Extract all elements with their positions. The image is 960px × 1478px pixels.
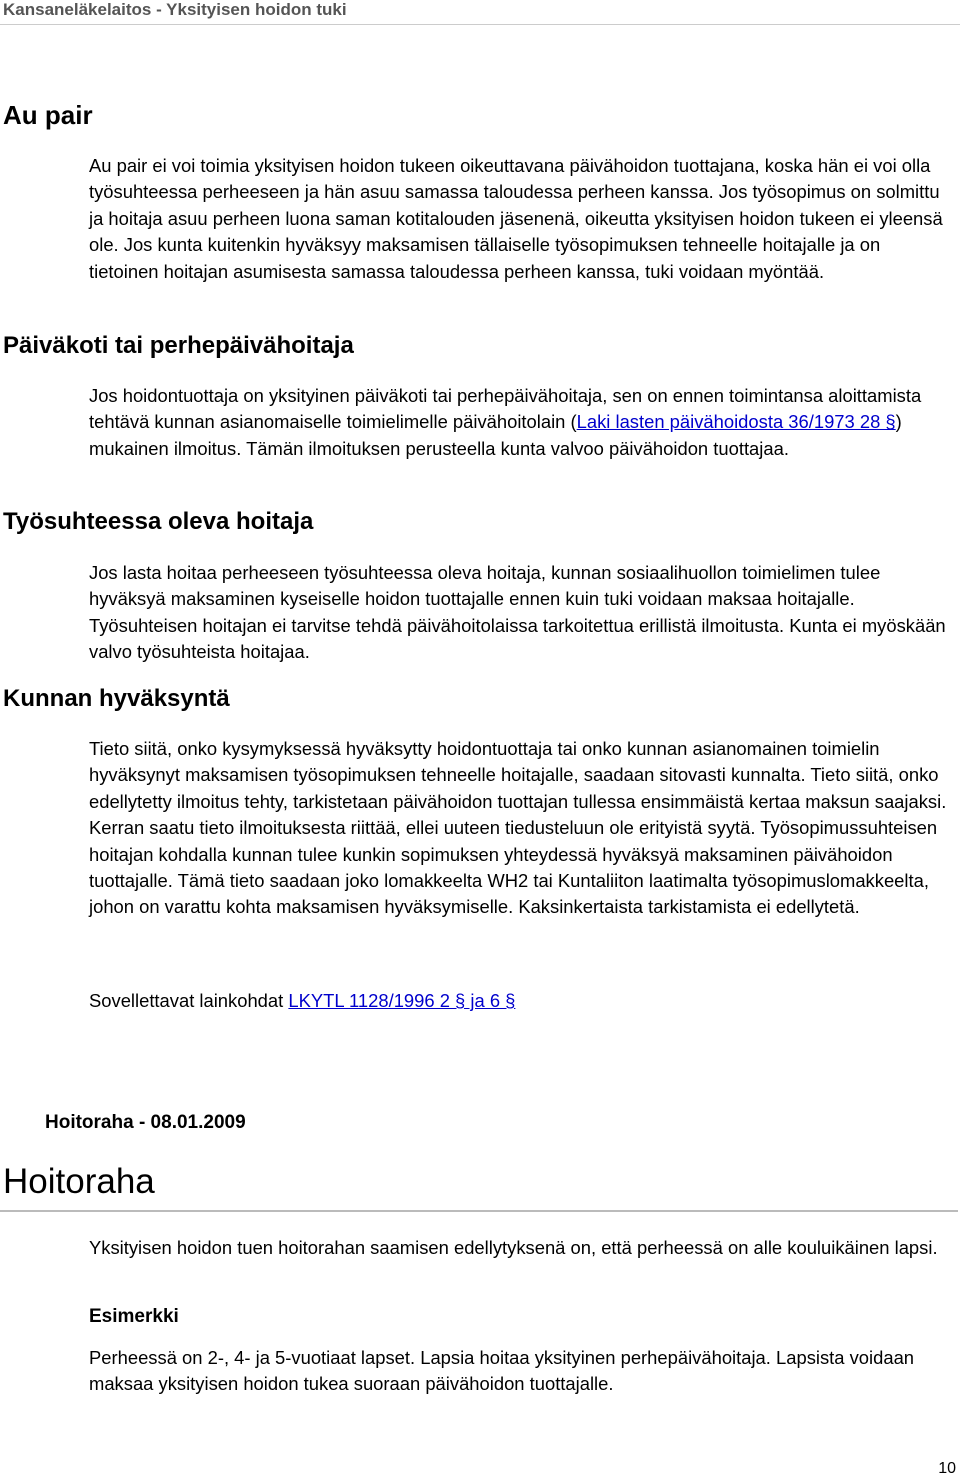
heading-tyosuhteessa: Työsuhteessa oleva hoitaja — [3, 508, 314, 535]
paragraph-paivakoti-text-end: ) mukainen ilmoitus. Tämän ilmoituksen perusteella kunta valvoo päivähoidon tuottajaa. — [89, 411, 902, 459]
paragraph-tyosuhteessa: Jos lasta hoitaa perheeseen työsuhteessa oleva hoitaja, kunnan sosiaalihuollon toimielimen tulee hyväksyä maksaminen kyseiselle hoidon tuottajalle ennen kuin tuki voidaan maksaa hoitajalle. Työsuhteisen hoitajan ei tarvitse tehdä päivähoitolaissa tarkoitettua erillistä ilmoitusta. Kunta ei myöskään valvo työsuhteista hoitajaa. — [89, 562, 946, 663]
page-number: 10 — [938, 1460, 956, 1477]
heading-paivakoti: Päiväkoti tai perhepäivähoitaja — [3, 332, 354, 359]
paragraph-kunnan-hyvaksynta: Tieto siitä, onko kysymyksessä hyväksytty hoidontuottaja tai onko kunnan asianomainen toimielin hyväksynyt maksamisen työsopimuksen tehneelle hoitajalle, saadaan sitovasti kunnalta. Tieto siitä, onko edellytetty ilmoitus tehty, tarkistetaan päivähoidon tuottajan tullessa ensimmäistä kertaa maksun saajaksi. Kerran saatu tieto ilmoituksesta riittää, ellei uuteen tiedusteluun ole erityistä syytä. Työsopimussuhteisen hoitajan kohdalla kunnan tulee kunkin sopimuksen yhteydessä hyväksyä maksaminen päivähoidon tuottajalle. Tämä tieto saadaan joko lomakkeelta WH2 tai Kuntaliiton laatimalta työsopimuslomakkeelta, johon on varattu kohta maksamisen hyväksymiselle. Kaksinkertaista tarkistamista ei edellytetä. — [89, 738, 947, 918]
header-divider — [0, 24, 960, 25]
paragraph-paivakoti-text-start: Jos hoidontuottaja on yksityinen päiväkoti tai perhepäivähoitaja, sen on ennen toimintansa aloittamista tehtävä kunnan asianomaiselle toimielimelle päivähoitolain ( — [89, 385, 922, 433]
applicable-provisions — [89, 988, 949, 1014]
heading-au-pair: Au pair — [3, 100, 93, 130]
law-link-paivahoitolaki[interactable]: Laki lasten päivähoidosta 36/1973 28 § — [576, 411, 896, 433]
paragraph-au-pair: Au pair ei voi toimia yksityisen hoidon tukeen oikeuttavana päivähoidon tuottajana, koska hän ei voi olla työsuhteessa perheeseen ja hän asuu samassa taloudessa perheen kanssa. Jos työsopimus on solmittu ja hoitaja asuu perheen luona saman kotitalouden jäsenenä, oikeutta yksityisen hoidon tukeen ei yleensä ole. Jos kunta kuitenkin hyväksyy maksamisen tällaiselle työsopimuksen tehneelle hoitajalle ja on tietoinen hoitajan asumisesta samassa taloudessa perheen kanssa, tuki voidaan myöntää. — [89, 155, 943, 282]
intro-paragraph: Yksityisen hoidon tuen hoitorahan saamisen edellytyksenä on, että perheessä on alle kouluikäinen lapsi. — [89, 1237, 938, 1258]
paragraph-paivakoti — [89, 383, 949, 462]
provisions-label: Sovellettavat lainkohdat — [89, 990, 284, 1011]
law-link-lkytl[interactable]: LKYTL 1128/1996 2 § ja 6 § — [288, 990, 516, 1011]
running-header: Kansaneläkelaitos - Yksityisen hoidon tuki — [3, 0, 347, 19]
document-date-heading: Hoitoraha - 08.01.2009 — [45, 1112, 246, 1133]
example-label: Esimerkki — [89, 1306, 179, 1327]
page-title: Hoitoraha — [3, 1162, 155, 1201]
heading-kunnan-hyvaksynta: Kunnan hyväksyntä — [3, 685, 230, 712]
example-paragraph: Perheessä on 2-, 4- ja 5-vuotiaat lapset. Lapsia hoitaa yksityinen perhepäivähoitaja. Lapsista voidaan maksaa yksityisen hoidon tukea suoraan päivähoidon tuottajalle. — [89, 1347, 915, 1395]
title-divider — [0, 1210, 958, 1212]
